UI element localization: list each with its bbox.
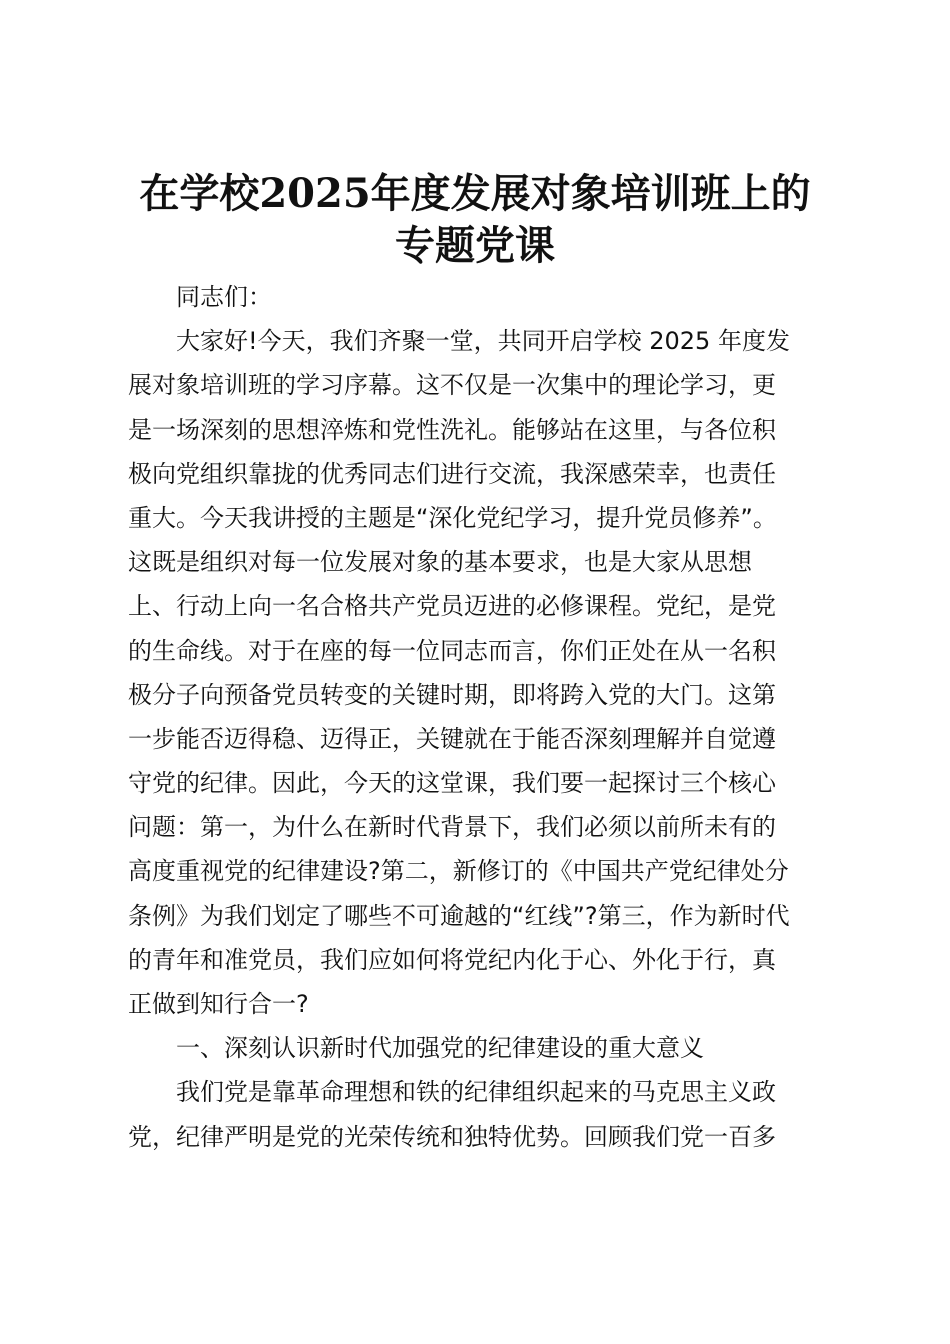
paragraph-line: 我们党是靠革命理想和铁的纪律组织起来的马克思主义政 — [176, 1078, 776, 1107]
paragraph-line: 展对象培训班的学习序幕。这不仅是一次集中的理论学习，更 — [128, 371, 776, 400]
paragraph-line: 大家好!今天，我们齐聚一堂，共同开启学校 2025 年度发 — [176, 327, 790, 356]
paragraph-line: 的青年和准党员，我们应如何将党纪内化于心、外化于行，真 — [128, 945, 776, 974]
paragraph-line: 这既是组织对每一位发展对象的基本要求，也是大家从思想 — [128, 548, 752, 577]
paragraph-line: 高度重视党的纪律建设?第二，新修订的《中国共产党纪律处分 — [128, 857, 789, 886]
paragraph-section-1 — [128, 1070, 838, 1158]
document-body — [128, 275, 838, 1159]
paragraph-line: 的生命线。对于在座的每一位同志而言，你们正处在从一名积 — [128, 636, 776, 665]
paragraph-line: 守党的纪律。因此，今天的这堂课，我们要一起探讨三个核心 — [128, 769, 776, 798]
paragraph-line: 极向党组织靠拢的优秀同志们进行交流，我深感荣幸，也责任 — [128, 459, 776, 488]
paragraph-intro — [128, 319, 838, 1026]
salutation-paragraph — [128, 275, 838, 319]
paragraph-line: 党，纪律严明是党的光荣传统和独特优势。回顾我们党一百多 — [128, 1122, 776, 1151]
paragraph-line: 极分子向预备党员转变的关键时期，即将跨入党的大门。这第 — [128, 680, 776, 709]
paragraph-line: 上、行动上向一名合格共产党员迈进的必修课程。党纪，是党 — [128, 592, 776, 621]
salutation: 同志们： — [176, 283, 272, 311]
paragraph-line: 正做到知行合一? — [128, 990, 309, 1018]
document-title-line-2: 专题党课 — [395, 222, 555, 269]
paragraph-line: 重大。今天我讲授的主题是“深化党纪学习，提升党员修养”。 — [128, 503, 777, 532]
document-title-line-1: 在学校2025年度发展对象培训班上的 — [139, 170, 811, 217]
paragraph-line: 是一场深刻的思想淬炼和党性洗礼。能够站在这里，与各位积 — [128, 415, 776, 444]
section-heading-paragraph — [128, 1026, 838, 1070]
paragraph-line: 条例》为我们划定了哪些不可逾越的“红线”?第三，作为新时代 — [128, 901, 790, 930]
section-heading: 一、深刻认识新时代加强党的纪律建设的重大意义 — [176, 1034, 704, 1063]
paragraph-line: 一步能否迈得稳、迈得正，关键就在于能否深刻理解并自觉遵 — [128, 724, 776, 753]
paragraph-line: 问题：第一，为什么在新时代背景下，我们必须以前所未有的 — [128, 813, 776, 842]
